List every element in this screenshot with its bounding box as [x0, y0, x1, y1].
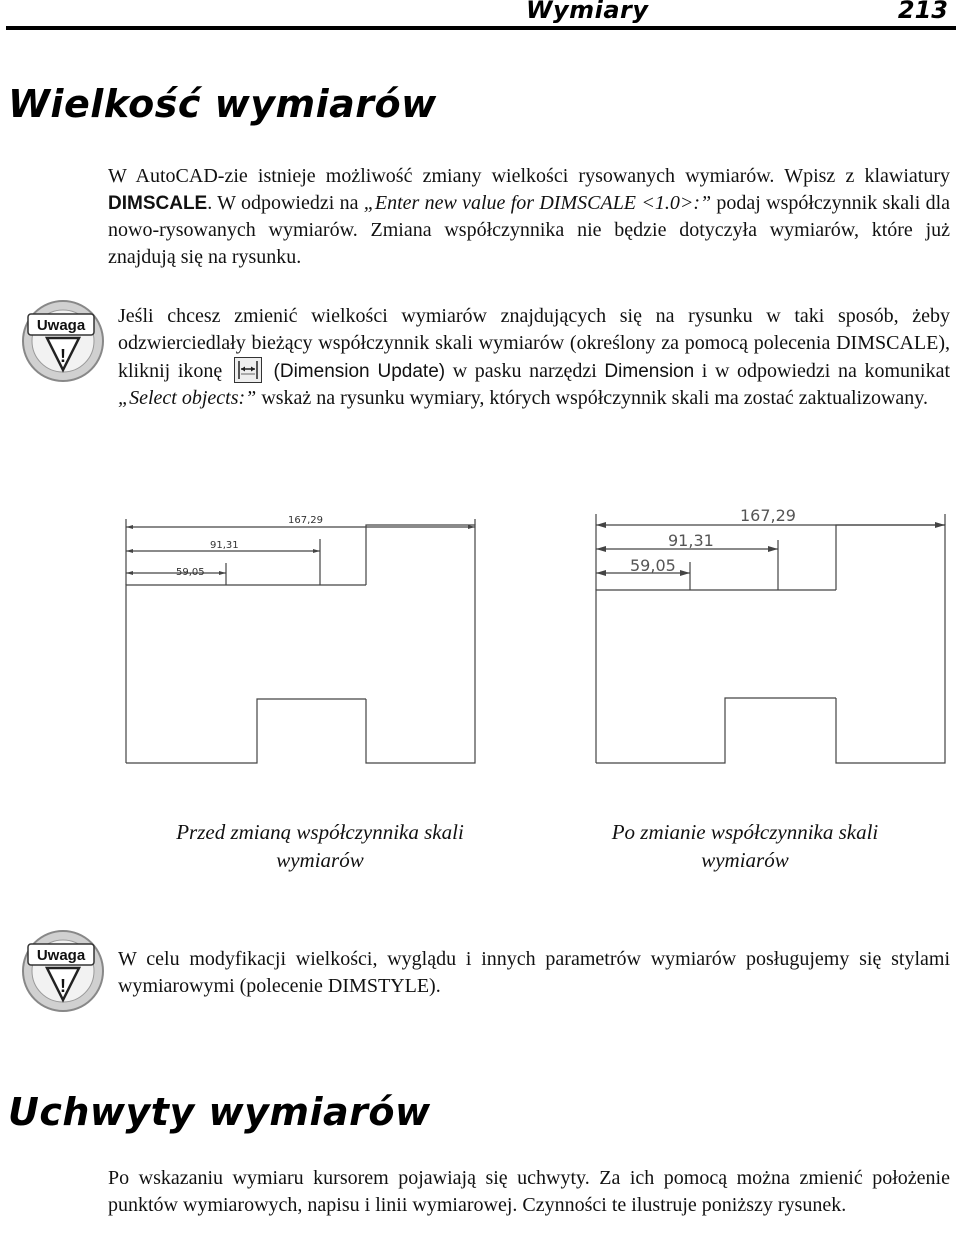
warning-note-icon — [20, 298, 106, 384]
icon-mark: ! — [60, 976, 66, 996]
toolbar-name: Dimension — [604, 361, 695, 382]
caption-before — [130, 818, 510, 874]
running-title: Wymiary — [526, 0, 649, 24]
dim-label-91: 91,31 — [668, 531, 714, 550]
dim-label-59: 59,05 — [630, 556, 676, 575]
note-dimstyle: W celu modyfikacji wielkości, wyglądu i innych parametrów wymiarów posługujemy się stylami wymiarowymi (polecenie DIMSTYLE). — [118, 948, 950, 997]
caption-line: Po zmianie współczynnika skali — [611, 820, 879, 844]
prompt-text: „Select objects:” — [118, 387, 257, 409]
caption-line: wymiarów — [701, 848, 789, 872]
icon-label: Uwaga — [36, 947, 86, 964]
prompt-text: „Enter new value for DIMSCALE <1.0>:” — [363, 192, 712, 214]
icon-mark: ! — [60, 346, 66, 366]
dimension-update-label: (Dimension Update) — [273, 361, 446, 382]
note-text: Jeśli chcesz zmienić wielkości wymiarów znajdujących się na rysunku w taki sposób, żeby odzwierciedlały bieżący współczynnik skali wymiarów (określony za pomocą polecenia DIMSCALE), kliknij ikonę — [118, 305, 950, 382]
para-text: . W odpowiedzi na — [207, 192, 364, 214]
note-dimension-update — [118, 303, 950, 412]
para-text: podaj współczynnik skali dla nowo-rysowanych wymiarów. Zmiana współczynnika nie będzie dotyczyła wymiarów, które już znajdują się na rysunku. — [108, 192, 951, 268]
note-text: w pasku narzędzi — [445, 360, 605, 382]
drawing-after — [580, 500, 950, 805]
command-dimscale: DIMSCALE — [108, 193, 208, 214]
section-title-wielkosc: Wielkość wymiarów — [8, 82, 437, 126]
dim-label-167: 167,29 — [288, 515, 323, 526]
warning-note-icon — [20, 928, 106, 1014]
dimension-update-icon — [234, 357, 262, 383]
caption-line: Przed zmianą współczynnika skali — [176, 820, 464, 844]
caption-after — [580, 818, 910, 874]
page-number: 213 — [897, 0, 948, 24]
header-rule — [6, 26, 956, 30]
dim-label-167: 167,29 — [740, 506, 796, 525]
paragraph-dimscale — [108, 163, 950, 271]
note-text: wskaż na rysunku wymiary, których współczynnik skali ma zostać zaktualizowany. — [256, 387, 928, 409]
dim-label-59: 59,05 — [176, 567, 205, 578]
note-text: i w odpowiedzi na komunikat — [694, 360, 951, 382]
section-title-uchwyty: Uchwyty wymiarów — [8, 1090, 431, 1134]
caption-line: wymiarów — [276, 848, 364, 872]
para-text: W AutoCAD-zie istnieje możliwość zmiany wielkości rysowanych wymiarów. Wpisz z klawiatury — [108, 165, 950, 187]
dim-label-91: 91,31 — [210, 540, 239, 551]
paragraph-grips: Po wskazaniu wymiaru kursorem pojawiają się uchwyty. Za ich pomocą można zmienić położenie punktów wymiarowych, napisu i linii wymiarowej. Czynności te ilustruje poniższy rysunek. — [108, 1167, 950, 1216]
drawing-before — [110, 505, 480, 805]
icon-label: Uwaga — [36, 317, 86, 334]
